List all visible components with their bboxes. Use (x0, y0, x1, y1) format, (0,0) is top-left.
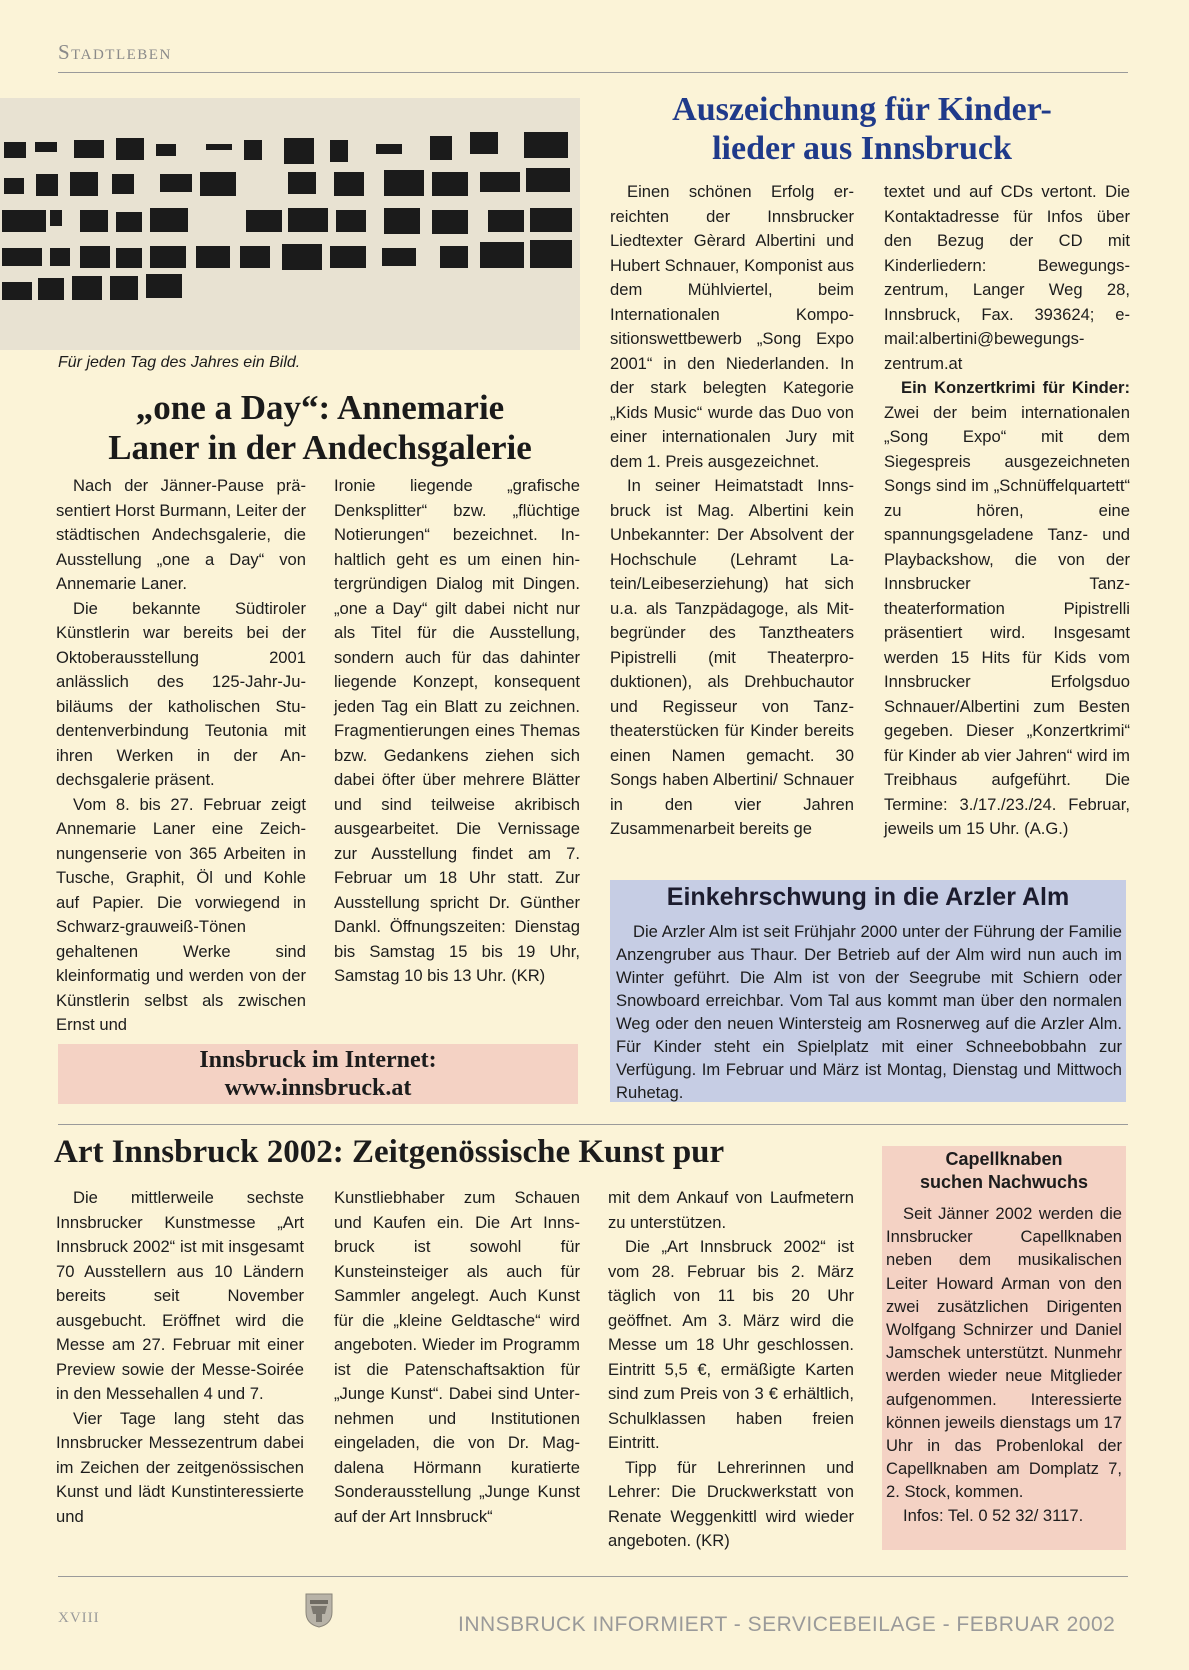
kinderlieder-column-1 (610, 180, 854, 842)
capell-info: Infos: Tel. 0 52 32/ 3117. (903, 1505, 1084, 1525)
coat-of-arms-icon (304, 1592, 334, 1628)
art-title: Art Innsbruck 2002: Zeitgenössische Kunst pur (54, 1134, 725, 1170)
capell-title-line1: Capellknaben (945, 1149, 1063, 1169)
capell-title-line2: suchen Nachwuchs (919, 1172, 1089, 1192)
paragraph: Kunstliebhaber zum Schauen und Kaufen ein. Die Art Innsbruck ist sowohl für Kunsteinsteiger als auch für Sammler angelegt. Auch Kunst für die „kleine Geldtasche“ wird angeboten. Wieder im Programm ist die Patenschaftsaktion für „Junge Kunst“. Dabei sind Unternehmen und Institutionen eingeladen, die von Dr. Magdalena Hörmann kuratierte Sonderausstellung „Junge Kunst auf der Art Innsbruck“ (334, 1188, 580, 1526)
kinderlieder-column-2 (884, 180, 1130, 842)
page-number: XVIII (58, 1610, 100, 1626)
paragraph: mit dem Ankauf von Laufmetern zu unterstützen. (608, 1188, 854, 1232)
kinderlieder-title-line1: Auszeichnung für Kinder- (672, 91, 1052, 128)
internet-link[interactable]: www.innsbruck.at (224, 1075, 412, 1101)
annemarie-column-1 (56, 474, 306, 1038)
paragraph: Die mittlerweile sechste Innsbrucker Kunstmesse „Art Innsbruck 2002“ ist mit insgesamt 70 Ausstellern aus 10 Ländern bereits seit November ausgebucht. Eröffnet wird die Messe am 27. Februar mit einer Preview sowie der Messe-Soirée in den Messehallen 4 und 7. (56, 1188, 304, 1403)
section-title: Stadtleben (58, 40, 172, 64)
annemarie-title-line1: „one a Day“: Annemarie (135, 388, 505, 427)
internet-box-line1: Innsbruck im Internet: (199, 1047, 437, 1073)
photo-caption: Für jeden Tag des Jahres ein Bild. (58, 354, 301, 371)
artwork-photo (0, 98, 580, 350)
paragraph: Vier Tage lang steht das Innsbrucker Messezentrum dabei im Zeichen der zeitgenössischen Kunst und lädt Kunstinteressierte und (56, 1408, 304, 1526)
publication-footer: INNSBRUCK INFORMIERT - SERVICEBEILAGE - FEBRUAR 2002 (458, 1613, 1116, 1636)
art-column-1 (56, 1186, 304, 1529)
paragraph: Einen schönen Erfolg erreichten der Innsbrucker Liedtexter Gèrard Albertini und Hubert Schnauer, Komponist aus dem Mühlviertel, beim Internationalen Kompositionswettbewerb „Song Expo 2001“ in den Niederlanden. In der stark belegten Kategorie „Kids Music“ wurde das Duo von einer internationalen Jury mit dem 1. Preis ausgezeichnet. (610, 182, 854, 471)
arzler-title: Einkehrschwung in die Arzler Alm (666, 883, 1070, 911)
paragraph: Nach der Jänner-Pause präsentiert Horst Burmann, Leiter der städtischen Andechsgalerie, die Ausstellung „one a Day“ von Annemarie Laner. (56, 476, 306, 593)
footer-divider (58, 1576, 1128, 1577)
kinderlieder-title-line2: lieder aus Innsbruck (712, 130, 1012, 168)
paragraph: Tipp für Lehrerinnen und Lehrer: Die Druckwerkstatt von Renate Weggenkittl wird wieder angeboten. (KR) (608, 1457, 854, 1550)
kinderlieder-title (612, 90, 1112, 168)
paragraph: Die Arzler Alm ist seit Frühjahr 2000 unter der Führung der Familie Anzengruber aus Thaur. Der Betrieb auf der Alm wird nun auch im Winter geführt. Die Alm ist von der Seegrube mit Schiern oder Snowboard erreichbar. Vom Tal aus kommt man über den normalen Weg oder den neuen Wintersteig am Rosnerweg auf die Arzler Alm. Für Kinder steht ein Spielplatz mit einer Schneebobbahn zur Verfügung. Im Februar und März ist Montag, Dienstag und Mittwoch Ruhetag. (616, 922, 1122, 1102)
paragraph: Seit Jänner 2002 werden die Innsbrucker Capellknaben neben dem musikalischen Leiter Howard Arman von den zwei zusätzlichen Dirigenten Wolfgang Schnirzer und Daniel Jamschek unterstützt. Nunmehr werden wieder neue Mitglieder aufgenommen. Interessierte können jeweils dienstags um 17 Uhr in das Probenlokal der Capellknaben am Domplatz 7, 2. Stock, kommen. (886, 1204, 1122, 1502)
capell-body (886, 1202, 1122, 1527)
capell-box (882, 1146, 1126, 1550)
annemarie-title (40, 388, 600, 469)
paragraph (884, 376, 1130, 842)
annemarie-title-line2: Laner in der Andechsgalerie (108, 428, 532, 468)
art-column-2 (334, 1186, 580, 1529)
header-divider (58, 72, 1128, 73)
konzertkrimi-lead: Ein Konzertkrimi für Kinder: (901, 378, 1130, 397)
paragraph: Die „Art Innsbruck 2002“ ist vom 28. Februar bis 2. März täglich von 11 bis 20 Uhr geöffnet. Am 3. März wird die Messe um 18 Uhr geschlossen. Eintritt 5,5 €, ermäßigte Karten sind zum Preis von 3 € erhältlich, Schulklassen haben freien Eintritt. (608, 1237, 854, 1452)
arzler-body (616, 920, 1122, 1104)
section-divider (58, 1124, 1128, 1125)
artwork-grid-image (0, 98, 580, 350)
paragraph: Ironie liegende „grafische Denksplitter“ bzw. „flüchtige Notierungen“ bezeichnet. Inhaltlich geht es um einen hintergründigen Dialog mit Dingen. „one a Day“ gilt dabei nicht nur als Titel für die Ausstellung, sondern auch für das dahinter liegende Konzept, konsequent jeden Tag ein Blatt zu zeichnen. Fragmentierungen eines Themas bzw. Gedankens ziehen sich dabei öfter über mehrere Blätter und sind teilweise akribisch ausgearbeitet. Die Vernissage zur Ausstellung findet am 7. Februar um 18 Uhr statt. Zur Ausstellung spricht Dr. Günther Dankl. Öffnungszeiten: Dienstag bis Samstag 15 bis 19 Uhr, Samstag 10 bis 13 Uhr. (KR) (334, 476, 580, 985)
konzertkrimi-text: Zwei der beim internationalen „Song Expo“ mit dem Siegespreis ausgezeichneten Songs sind im „Schnüffelquartett“ zu hören, eine spannungsgeladene Tanz- und Playbackshow, die von der Innsbrucker Tanztheaterformation Pipistrelli präsentiert wird. Insgesamt werden 15 Hits für Kids vom Innsbrucker Erfolgsduo Schnauer/Albertini zum Besten gegeben. Dieser „Konzertkrimi“ für Kinder ab vier Jahren“ wird im Treibhaus aufgeführt. Die Termine: 3./17./23./24. Februar, jeweils um 15 Uhr. (A.G.) (884, 402, 1130, 838)
annemarie-column-2 (334, 474, 580, 989)
art-column-3 (608, 1186, 854, 1554)
paragraph: Die bekannte Südtiroler Künstlerin war bereits bei der Oktoberausstellung 2001 anlässlich des 125-Jahr-Jubiläums der katholischen Studentenverbindung Teutonia mit ihren Werken in der Andechsgalerie präsent. (56, 598, 306, 789)
paragraph: In seiner Heimatstadt Innsbruck ist Mag. Albertini kein Unbekannter: Der Absolvent der Hochschule (Lehramt Latein/Leibeserziehung) hat sich u.a. als Tanzpädagoge, als Mitbegründer des Tanztheaters Pipistrelli (mit Theaterproduktionen), als Drehbuchautor und Regisseur von Tanztheaterstücken für Kinder bereits einen Namen gemacht. 30 Songs haben Albertini/ Schnauer in den vier Jahren Zusammenarbeit bereits ge (610, 476, 854, 838)
paragraph: Vom 8. bis 27. Februar zeigt Annemarie Laner eine Zeichnungenserie von 365 Arbeiten in Tusche, Graphit, Öl und Kohle auf Papier. Die vorwiegend in Schwarz-grauweiß-Tönen gehaltenen Werke sind kleinformatig und werden von der Künstlerin selbst als zwischen Ernst und (56, 794, 306, 1034)
arzler-box (610, 880, 1126, 1102)
internet-box (58, 1044, 578, 1104)
capell-title (882, 1148, 1126, 1194)
paragraph: textet und auf CDs vertont. Die Kontaktadresse für Infos über den Bezug der CD mit Kinderliedern: Bewegungszentrum, Langer Weg 28, Innsbruck, Fax. 393624; e-mail:albertini@bewegungszentrum.at (884, 182, 1130, 373)
